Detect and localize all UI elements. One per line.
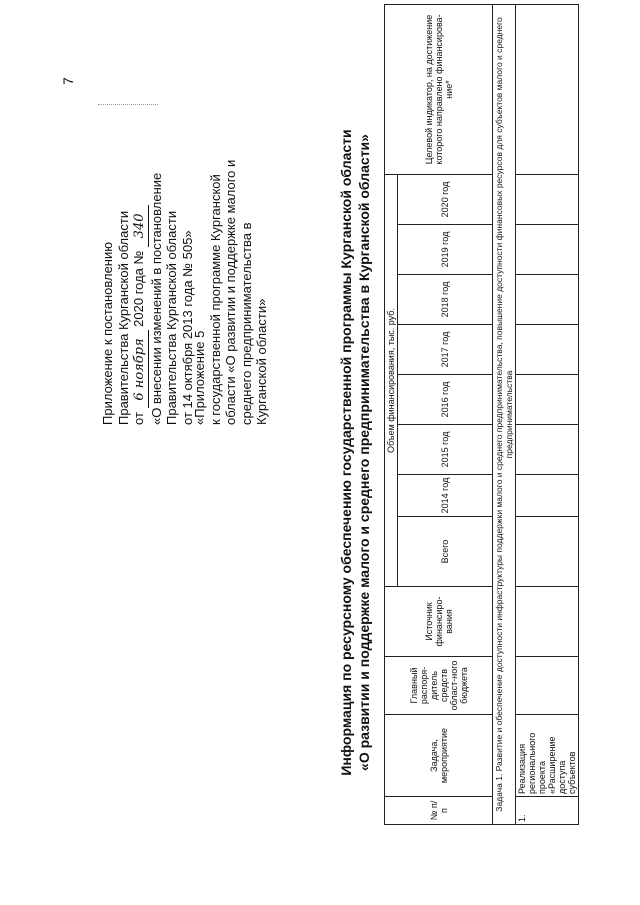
document-title-line-1: Информация по ресурсному обеспечению государственной программы Курганской области: [338, 129, 354, 776]
appendix-line-5: Правительства Курганской области: [164, 210, 179, 425]
resource-table: [384, 4, 579, 825]
row-total: [516, 517, 579, 587]
row-2020: [516, 174, 579, 224]
row-2016: [516, 375, 579, 425]
appendix-line-2: Правительства Курганской области: [115, 210, 131, 425]
date-prefix: от: [131, 412, 146, 425]
row-manager: [516, 657, 579, 715]
header-task: Задача, мероприятие: [385, 715, 493, 797]
header-indicator: Целевой индикатор, на достижение которого направлено финансирова-ние*: [385, 4, 493, 174]
prev-line-4: среднего предпринимательства в: [238, 222, 254, 425]
header-2014: 2014 год: [398, 475, 493, 517]
row-2014: [516, 475, 579, 517]
prev-line-2: к государственной программе Курганской: [207, 174, 223, 425]
task-1-text: Задача 1. Развитие и обеспечение доступности инфраструктуры поддержки малого и среднего предпринимательства, повышение доступности финансовых ресурсов для субъектов малого и среднего предпринимательства: [493, 4, 516, 824]
header-2020: 2020 год: [398, 174, 493, 224]
page-number: 7: [60, 77, 76, 85]
date-handwritten: 6 ноября: [132, 330, 149, 408]
row-task: Реализация регионального проекта «Расширение доступа субъектов: [516, 715, 579, 797]
header-2017: 2017 год: [398, 325, 493, 375]
row-2017: [516, 325, 579, 375]
row-source: [516, 587, 579, 657]
row-2015: [516, 425, 579, 475]
doc-number-handwritten: 340: [132, 205, 149, 247]
header-num: № п/п: [385, 797, 493, 825]
appendix-reference: [100, 85, 195, 425]
appendix-date-line: [131, 85, 149, 425]
appendix-line-4: «О внесении изменений в постановление: [148, 172, 164, 425]
header-source: Источник финансиро-вания: [385, 587, 493, 657]
header-row-1: [385, 4, 398, 824]
document-title-line-2: «О развитии и поддержке малого и среднего предпринимательства в Курганской области»: [356, 134, 372, 771]
row-num: 1.: [516, 797, 579, 825]
header-2016: 2016 год: [398, 375, 493, 425]
header-funding-group: Объем финансирования, тыс. руб.: [385, 174, 398, 586]
appendix-line-6: от 14 октября 2013 года № 505»: [179, 230, 195, 425]
prev-line-3: области «О развитии и поддержке малого и: [223, 159, 238, 425]
task-1-row: [493, 4, 516, 824]
row-2018: [516, 275, 579, 325]
header-manager: Главный распоря-дитель средств област-ного бюджета: [385, 657, 493, 715]
header-2019: 2019 год: [398, 225, 493, 275]
date-year: 2020 года №: [131, 250, 146, 327]
appendix-line-1: Приложение к постановлению: [100, 242, 115, 425]
table-row: [516, 4, 579, 824]
row-indicator: [516, 4, 579, 174]
header-2018: 2018 год: [398, 275, 493, 325]
header-2015: 2015 год: [398, 425, 493, 475]
prev-line-5: Курганской области»: [254, 298, 269, 425]
prev-line-1: «Приложение 5: [192, 330, 207, 425]
previous-appendix: [192, 85, 270, 425]
row-2019: [516, 225, 579, 275]
header-total: Всего: [398, 517, 493, 587]
